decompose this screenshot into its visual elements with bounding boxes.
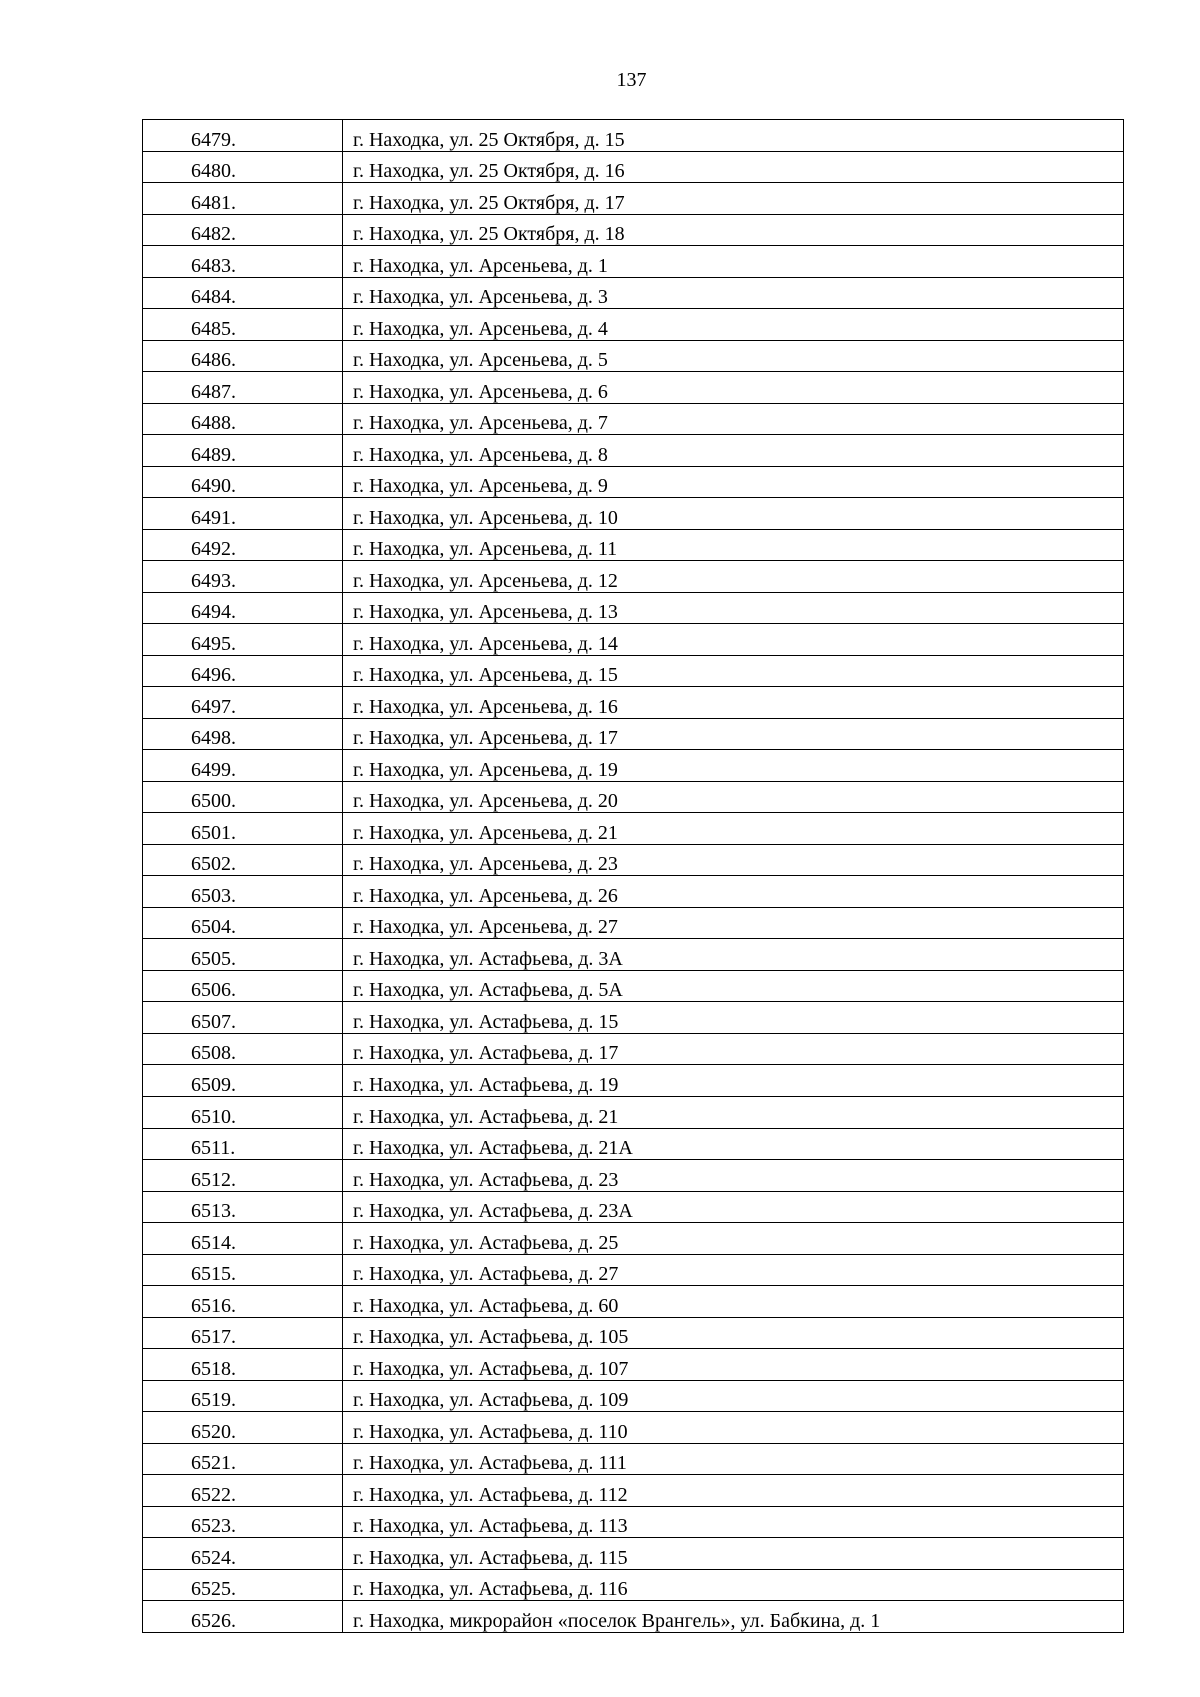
table-row <box>143 970 1124 1002</box>
table-row <box>143 529 1124 561</box>
address-cell: г. Находка, ул. Астафьева, д. 60 <box>343 1286 1124 1318</box>
row-number-cell: 6507. <box>143 1002 343 1034</box>
table-row <box>143 939 1124 971</box>
address-cell: г. Находка, ул. Астафьева, д. 17 <box>343 1033 1124 1065</box>
table-row <box>143 1412 1124 1444</box>
row-number-cell: 6506. <box>143 970 343 1002</box>
row-number-cell: 6508. <box>143 1033 343 1065</box>
table-row <box>143 403 1124 435</box>
row-number-cell: 6492. <box>143 529 343 561</box>
address-cell: г. Находка, ул. Астафьева, д. 111 <box>343 1443 1124 1475</box>
table-row <box>143 844 1124 876</box>
row-number-cell: 6516. <box>143 1286 343 1318</box>
address-cell: г. Находка, ул. Арсеньева, д. 6 <box>343 372 1124 404</box>
row-number-cell: 6486. <box>143 340 343 372</box>
address-cell: г. Находка, ул. Арсеньева, д. 17 <box>343 718 1124 750</box>
row-number-cell: 6510. <box>143 1096 343 1128</box>
address-cell: г. Находка, ул. Астафьева, д. 25 <box>343 1223 1124 1255</box>
table-row <box>143 1096 1124 1128</box>
row-number-cell: 6521. <box>143 1443 343 1475</box>
row-number-cell: 6504. <box>143 907 343 939</box>
address-cell: г. Находка, ул. Арсеньева, д. 21 <box>343 813 1124 845</box>
row-number-cell: 6497. <box>143 687 343 719</box>
table-row <box>143 1191 1124 1223</box>
row-number-cell: 6519. <box>143 1380 343 1412</box>
table-row <box>143 1475 1124 1507</box>
address-cell: г. Находка, ул. Арсеньева, д. 26 <box>343 876 1124 908</box>
table-row <box>143 1002 1124 1034</box>
table-row <box>143 1569 1124 1601</box>
address-cell: г. Находка, ул. Арсеньева, д. 23 <box>343 844 1124 876</box>
table-row <box>143 561 1124 593</box>
row-number-cell: 6488. <box>143 403 343 435</box>
address-cell: г. Находка, ул. Астафьева, д. 105 <box>343 1317 1124 1349</box>
address-cell: г. Находка, ул. Арсеньева, д. 7 <box>343 403 1124 435</box>
table-row <box>143 1286 1124 1318</box>
table-row <box>143 372 1124 404</box>
table-row <box>143 120 1124 152</box>
table-row <box>143 907 1124 939</box>
table-row <box>143 1223 1124 1255</box>
table-row <box>143 1065 1124 1097</box>
table-row <box>143 1506 1124 1538</box>
row-number-cell: 6512. <box>143 1160 343 1192</box>
address-table-body <box>143 120 1124 1633</box>
table-row <box>143 1601 1124 1633</box>
row-number-cell: 6480. <box>143 151 343 183</box>
row-number-cell: 6491. <box>143 498 343 530</box>
address-cell: г. Находка, ул. Астафьева, д. 27 <box>343 1254 1124 1286</box>
address-cell: г. Находка, ул. Астафьева, д. 21 <box>343 1096 1124 1128</box>
address-cell: г. Находка, ул. Астафьева, д. 23 <box>343 1160 1124 1192</box>
table-row <box>143 718 1124 750</box>
table-row <box>143 876 1124 908</box>
address-cell: г. Находка, ул. Арсеньева, д. 13 <box>343 592 1124 624</box>
table-row <box>143 750 1124 782</box>
row-number-cell: 6485. <box>143 309 343 341</box>
table-row <box>143 435 1124 467</box>
table-row <box>143 1254 1124 1286</box>
row-number-cell: 6493. <box>143 561 343 593</box>
address-cell: г. Находка, ул. Арсеньева, д. 4 <box>343 309 1124 341</box>
table-row <box>143 592 1124 624</box>
address-cell: г. Находка, ул. Арсеньева, д. 20 <box>343 781 1124 813</box>
row-number-cell: 6487. <box>143 372 343 404</box>
page-number: 137 <box>616 69 647 91</box>
table-row <box>143 1033 1124 1065</box>
address-cell: г. Находка, ул. Астафьева, д. 116 <box>343 1569 1124 1601</box>
row-number-cell: 6496. <box>143 655 343 687</box>
address-cell: г. Находка, ул. Арсеньева, д. 14 <box>343 624 1124 656</box>
table-row <box>143 655 1124 687</box>
table-row <box>143 1128 1124 1160</box>
row-number-cell: 6515. <box>143 1254 343 1286</box>
row-number-cell: 6494. <box>143 592 343 624</box>
table-row <box>143 1380 1124 1412</box>
address-cell: г. Находка, ул. Арсеньева, д. 19 <box>343 750 1124 782</box>
address-cell: г. Находка, ул. Астафьева, д. 5А <box>343 970 1124 1002</box>
row-number-cell: 6489. <box>143 435 343 467</box>
address-cell: г. Находка, ул. Арсеньева, д. 5 <box>343 340 1124 372</box>
row-number-cell: 6500. <box>143 781 343 813</box>
row-number-cell: 6511. <box>143 1128 343 1160</box>
row-number-cell: 6479. <box>143 120 343 152</box>
address-cell: г. Находка, ул. Арсеньева, д. 12 <box>343 561 1124 593</box>
table-row <box>143 466 1124 498</box>
address-cell: г. Находка, ул. Арсеньева, д. 11 <box>343 529 1124 561</box>
row-number-cell: 6523. <box>143 1506 343 1538</box>
address-cell: г. Находка, ул. Арсеньева, д. 15 <box>343 655 1124 687</box>
address-cell: г. Находка, ул. Арсеньева, д. 16 <box>343 687 1124 719</box>
row-number-cell: 6514. <box>143 1223 343 1255</box>
row-number-cell: 6484. <box>143 277 343 309</box>
table-row <box>143 624 1124 656</box>
row-number-cell: 6490. <box>143 466 343 498</box>
address-cell: г. Находка, ул. 25 Октября, д. 15 <box>343 120 1124 152</box>
table-row <box>143 151 1124 183</box>
table-row <box>143 781 1124 813</box>
row-number-cell: 6501. <box>143 813 343 845</box>
table-row <box>143 1443 1124 1475</box>
row-number-cell: 6513. <box>143 1191 343 1223</box>
address-cell: г. Находка, ул. Астафьева, д. 115 <box>343 1538 1124 1570</box>
row-number-cell: 6525. <box>143 1569 343 1601</box>
row-number-cell: 6524. <box>143 1538 343 1570</box>
address-cell: г. Находка, ул. 25 Октября, д. 16 <box>343 151 1124 183</box>
table-row <box>143 1317 1124 1349</box>
table-row <box>143 246 1124 278</box>
table-row <box>143 813 1124 845</box>
address-cell: г. Находка, ул. Астафьева, д. 109 <box>343 1380 1124 1412</box>
row-number-cell: 6505. <box>143 939 343 971</box>
address-table <box>142 119 1124 1633</box>
row-number-cell: 6495. <box>143 624 343 656</box>
table-row <box>143 214 1124 246</box>
row-number-cell: 6481. <box>143 183 343 215</box>
table-row <box>143 183 1124 215</box>
address-cell: г. Находка, ул. Арсеньева, д. 8 <box>343 435 1124 467</box>
row-number-cell: 6518. <box>143 1349 343 1381</box>
row-number-cell: 6520. <box>143 1412 343 1444</box>
row-number-cell: 6522. <box>143 1475 343 1507</box>
row-number-cell: 6482. <box>143 214 343 246</box>
row-number-cell: 6498. <box>143 718 343 750</box>
address-cell: г. Находка, микрорайон «поселок Врангель», ул. Бабкина, д. 1 <box>343 1601 1124 1633</box>
table-row <box>143 340 1124 372</box>
address-cell: г. Находка, ул. Арсеньева, д. 3 <box>343 277 1124 309</box>
table-row <box>143 1538 1124 1570</box>
address-cell: г. Находка, ул. Астафьева, д. 23А <box>343 1191 1124 1223</box>
row-number-cell: 6517. <box>143 1317 343 1349</box>
address-cell: г. Находка, ул. Астафьева, д. 110 <box>343 1412 1124 1444</box>
address-cell: г. Находка, ул. Астафьева, д. 107 <box>343 1349 1124 1381</box>
table-row <box>143 687 1124 719</box>
address-cell: г. Находка, ул. Арсеньева, д. 1 <box>343 246 1124 278</box>
address-cell: г. Находка, ул. Арсеньева, д. 9 <box>343 466 1124 498</box>
table-row <box>143 309 1124 341</box>
address-cell: г. Находка, ул. Астафьева, д. 15 <box>343 1002 1124 1034</box>
row-number-cell: 6483. <box>143 246 343 278</box>
address-cell: г. Находка, ул. Арсеньева, д. 10 <box>343 498 1124 530</box>
table-row <box>143 498 1124 530</box>
row-number-cell: 6499. <box>143 750 343 782</box>
address-cell: г. Находка, ул. Астафьева, д. 113 <box>343 1506 1124 1538</box>
table-row <box>143 277 1124 309</box>
address-cell: г. Находка, ул. Арсеньева, д. 27 <box>343 907 1124 939</box>
table-row <box>143 1349 1124 1381</box>
address-cell: г. Находка, ул. Астафьева, д. 3А <box>343 939 1124 971</box>
address-cell: г. Находка, ул. Астафьева, д. 112 <box>343 1475 1124 1507</box>
row-number-cell: 6509. <box>143 1065 343 1097</box>
address-cell: г. Находка, ул. Астафьева, д. 19 <box>343 1065 1124 1097</box>
row-number-cell: 6503. <box>143 876 343 908</box>
row-number-cell: 6526. <box>143 1601 343 1633</box>
row-number-cell: 6502. <box>143 844 343 876</box>
address-cell: г. Находка, ул. 25 Октября, д. 17 <box>343 183 1124 215</box>
address-cell: г. Находка, ул. Астафьева, д. 21А <box>343 1128 1124 1160</box>
table-row <box>143 1160 1124 1192</box>
address-cell: г. Находка, ул. 25 Октября, д. 18 <box>343 214 1124 246</box>
